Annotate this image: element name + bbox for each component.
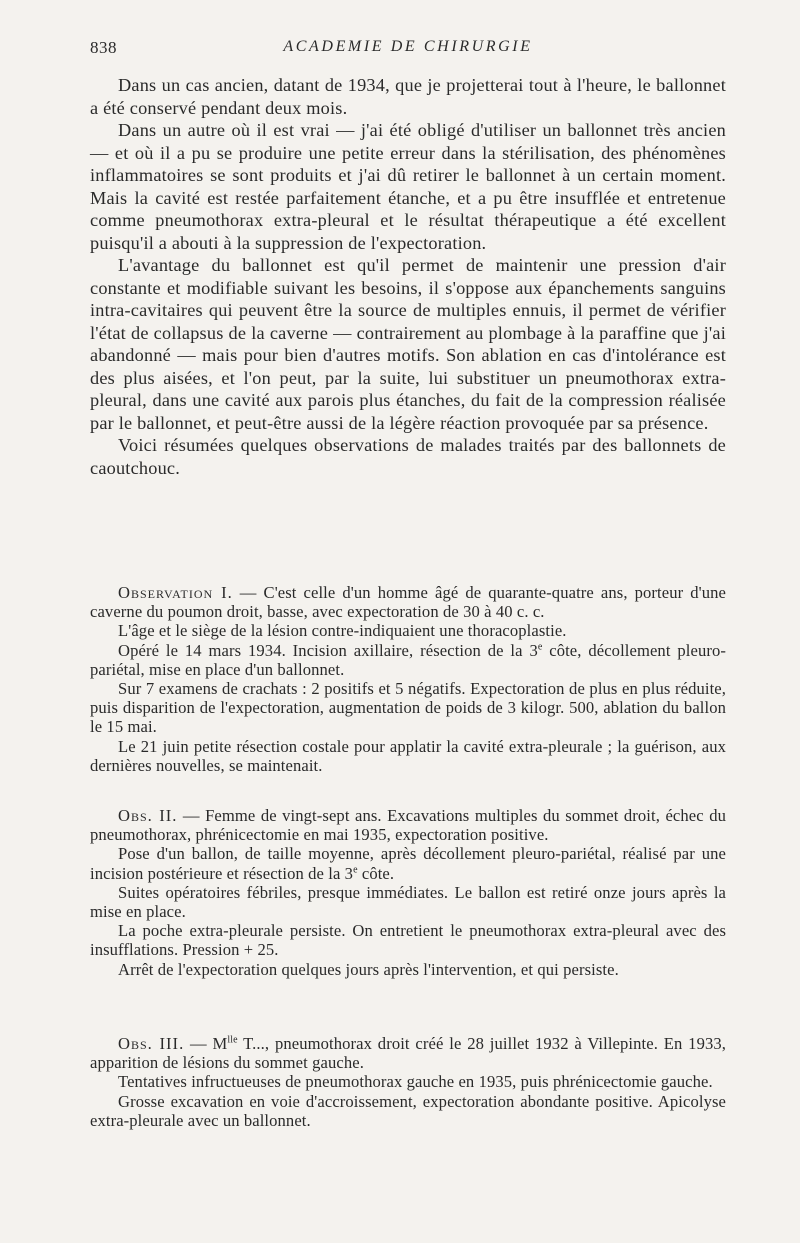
- observation-2: [90, 806, 726, 979]
- running-header: [90, 38, 726, 62]
- observation-paragraph: Observation I. — C'est celle d'un homme âgé de quarante-quatre ans, porteur d'une caverne du poumon droit, basse, avec expectoration de 30 à 40 c. c.: [90, 583, 726, 622]
- paragraph: Voici résumées quelques observations de malades traités par des ballonnets de caoutchouc.: [90, 435, 726, 478]
- observation-paragraph: L'âge et le siège de la lésion contre-indiquaient une thoracoplastie.: [118, 621, 567, 641]
- main-text: [90, 74, 726, 479]
- observation-paragraph: La poche extra-pleurale persiste. On entretient le pneumothorax extra-pleural avec des insufflations. Pression + 25.: [90, 921, 726, 960]
- observation-label: Observation I.: [118, 583, 233, 602]
- observation-3: [90, 1034, 726, 1130]
- observation-paragraph: Le 21 juin petite résection costale pour applatir la cavité extra-pleurale ; la guérison, aux dernières nouvelles, se maintenait.: [90, 736, 726, 775]
- observation-paragraph: Obs. II. — Femme de vingt-sept ans. Excavations multiples du sommet droit, échec du pneumothorax, phrénicectomie en mai 1935, expectoration positive.: [90, 806, 726, 845]
- observation-label: Obs. III.: [118, 1034, 185, 1053]
- observation-paragraph: Obs. III. — $M^{lle}$ T..., pneumothorax droit créé le 28 juillet 1932 à Villepinte. En 1933, apparition de lésions du sommet gauche.: [90, 1034, 727, 1073]
- paragraph: Dans un autre où il est vrai — j'ai été obligé d'utiliser un ballonnet très ancien — et où il a pu se produire une petite erreur dans la stérilisation, des phénomènes inflammatoires se sont produits et j'ai dû retirer le ballonnet à un certain moment. Mais la cavité est restée parfaitement étanche, et a pu être insufflée et entretenue comme pneumothorax extra-pleural et le résultat thérapeutique a été excellent puisqu'il a abouti à la suppression de l'expectoration.: [90, 120, 726, 253]
- observation-paragraph: Opéré le 14 mars 1934. Incision axillaire, résection de la 3e côte, décollement pleuro-pariétal, mise en place d'un ballonnet.: [90, 640, 726, 679]
- page-number: 838: [90, 38, 117, 57]
- paragraph: L'avantage du ballonnet est qu'il permet de maintenir une pression d'air constante et modifiable suivant les besoins, il s'oppose aux épanchements sanguins intra-cavitaires qui peuvent être la source de multiples ennuis, il permet de vérifier l'état de collapsus de la caverne — contrairement au plombage à la paraffine que j'ai abandonné — mais pour bien d'autres motifs. Son ablation en cas d'intolérance est des plus aisées, et l'on peut, par la suite, lui substituer un pneumothorax extra-pleural, dans une cavité aux parois plus étanches, du fait de la compression réalisée par le ballonnet, et peut-être aussi de la légère réaction provoquée par sa présence.: [90, 255, 726, 433]
- observation-paragraph: Arrêt de l'expectoration quelques jours après l'intervention, et qui persiste.: [118, 959, 619, 979]
- observation-label: Obs. II.: [118, 806, 178, 825]
- paragraph: Dans un cas ancien, datant de 1934, que je projetterai tout à l'heure, le ballonnet a été conservé pendant deux mois.: [90, 75, 726, 118]
- observation-1: [90, 583, 726, 775]
- running-title: ACADEMIE DE CHIRURGIE: [283, 38, 533, 55]
- observation-paragraph: Suites opératoires fébriles, presque immédiates. Le ballon est retiré onze jours après la mise en place.: [90, 882, 726, 922]
- observation-paragraph: Tentatives infructueuses de pneumothorax gauche en 1935, puis phrénicectomie gauche.: [118, 1072, 713, 1092]
- observation-paragraph: Grosse excavation en voie d'accroissement, expectoration abondante positive. Apicolyse extra-pleurale avec un ballonnet.: [90, 1091, 726, 1130]
- observation-paragraph: Sur 7 examens de crachats : 2 positifs et 5 négatifs. Expectoration de plus en plus réduite, puis disparition de l'expectoration, augmentation de poids de 3 kilogr. 500, ablation du ballon le 15 mai.: [90, 679, 726, 737]
- observation-paragraph: Pose d'un ballon, de taille moyenne, après décollement pleuro-pariétal, réalisé par une incision postérieure et résection de la 3e côte.: [90, 844, 726, 883]
